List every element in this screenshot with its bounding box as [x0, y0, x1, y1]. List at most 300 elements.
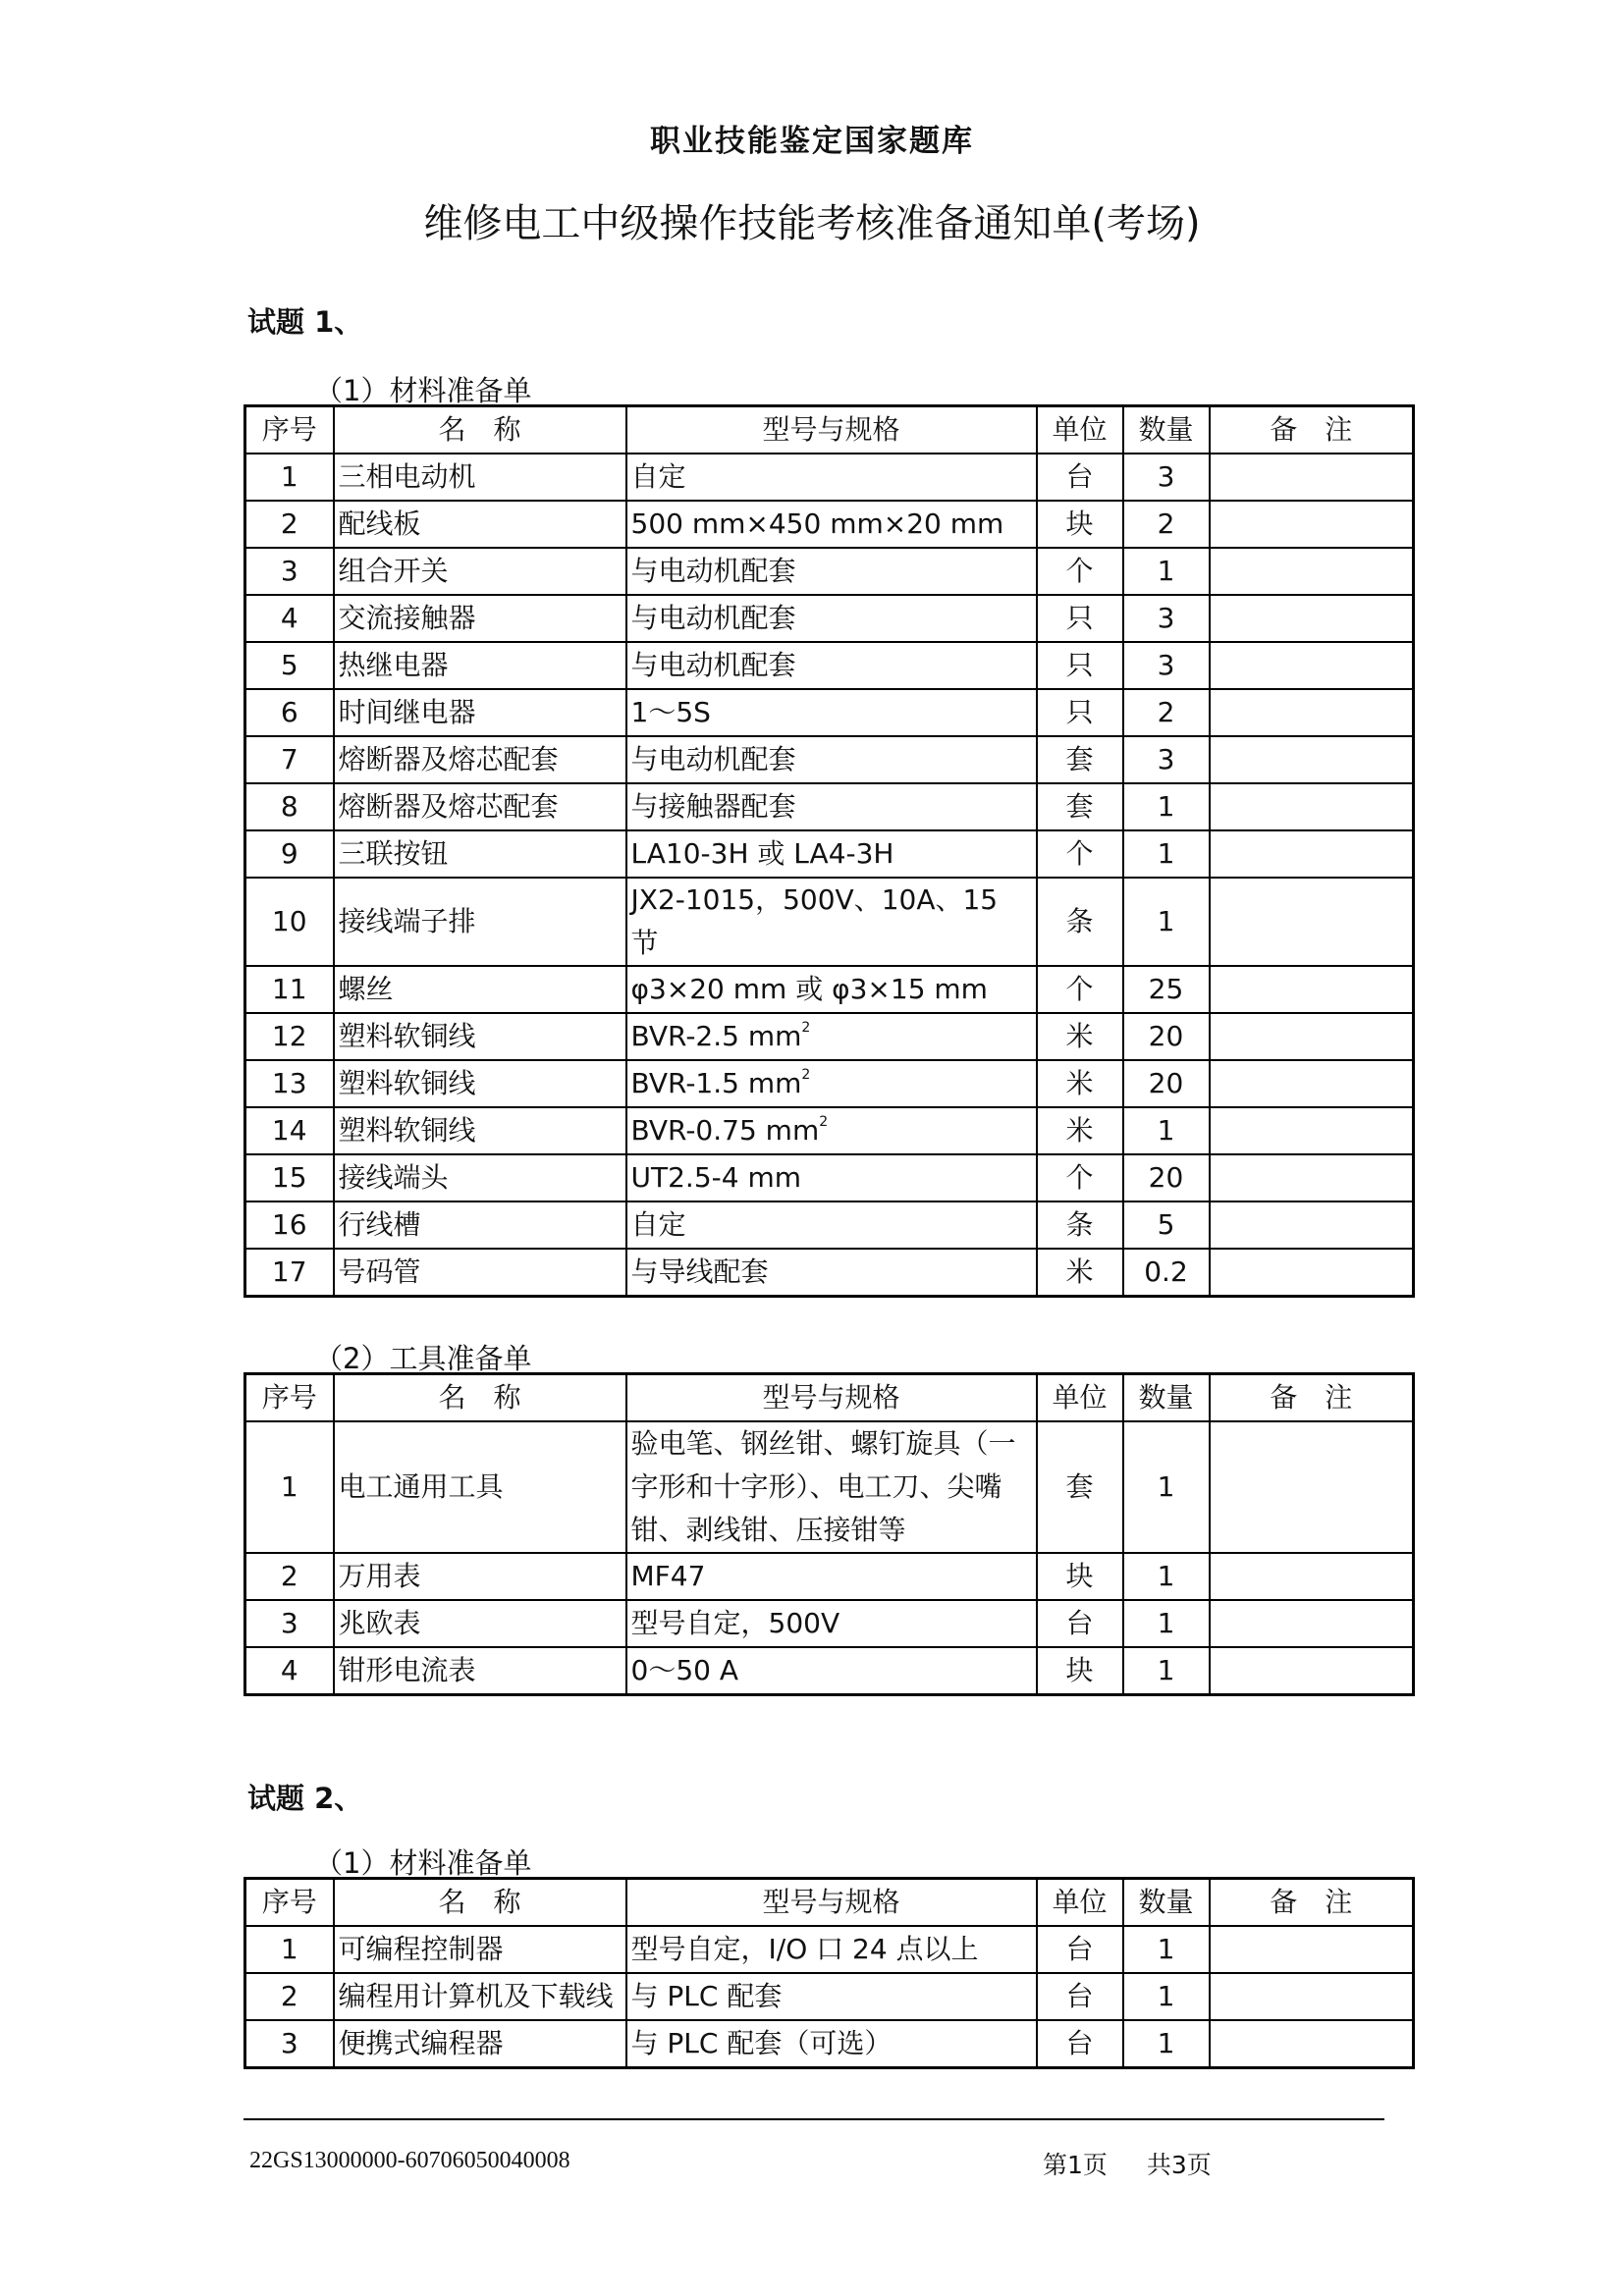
cell-unit	[1037, 1553, 1123, 1600]
table-row	[245, 1600, 1414, 1647]
cell-name	[334, 1926, 626, 1973]
cell-no-text: 16	[271, 1208, 307, 1241]
cell-unit-text: 只	[1065, 602, 1094, 634]
total-pages: 共3页	[1146, 2151, 1212, 2179]
cell-note	[1210, 501, 1414, 548]
cell-qty-text: 1	[1157, 837, 1175, 870]
cell-name-text: 配线板	[338, 507, 421, 540]
cell-spec	[626, 548, 1037, 595]
table-row	[245, 689, 1414, 736]
cell-unit-text: 米	[1065, 1114, 1094, 1147]
table-row	[245, 878, 1414, 966]
cell-no-text: 2	[280, 1980, 298, 2012]
column-header: 名 称	[334, 1879, 626, 1927]
cell-no	[245, 1973, 334, 2020]
cell-qty	[1123, 783, 1210, 830]
cell-name	[334, 736, 626, 783]
cell-spec	[626, 1600, 1037, 1647]
cell-qty	[1123, 1201, 1210, 1249]
table-row	[245, 595, 1414, 642]
cell-unit-text: 套	[1065, 790, 1094, 823]
cell-spec-text: 型号自定，I/O 口 24 点以上	[630, 1933, 979, 1965]
cell-name	[334, 1421, 626, 1553]
cell-name-text: 熔断器及熔芯配套	[338, 743, 559, 775]
table-row	[245, 1154, 1414, 1201]
cell-qty	[1123, 454, 1210, 501]
cell-spec	[626, 2020, 1037, 2068]
cell-unit	[1037, 2020, 1123, 2068]
cell-spec	[626, 1973, 1037, 2020]
cell-no-text: 13	[271, 1067, 307, 1099]
cell-spec-text: φ3×20 mm 或 φ3×15 mm	[630, 973, 988, 1005]
cell-spec-text: 与接触器配套	[630, 790, 796, 823]
cell-qty-text: 1	[1157, 1607, 1175, 1639]
column-header: 备 注	[1210, 1374, 1414, 1422]
cell-qty-text: 1	[1157, 1980, 1175, 2012]
cell-note	[1210, 1201, 1414, 1249]
cell-spec	[626, 966, 1037, 1013]
cell-spec	[626, 736, 1037, 783]
column-header: 单位	[1037, 406, 1123, 454]
cell-spec-text: 与 PLC 配套（可选）	[630, 2027, 893, 2059]
cell-name-text: 螺丝	[338, 973, 394, 1005]
cell-spec-text: JX2-1015，500V、10A、15 节	[630, 883, 999, 959]
cell-unit-text: 条	[1065, 905, 1094, 937]
cell-qty-text: 25	[1148, 973, 1184, 1005]
cell-spec	[626, 1647, 1037, 1695]
cell-note	[1210, 736, 1414, 783]
page-number	[1043, 2146, 1251, 2181]
cell-note	[1210, 783, 1414, 830]
column-header: 名 称	[334, 1374, 626, 1422]
cell-spec	[626, 878, 1037, 966]
cell-no	[245, 783, 334, 830]
cell-unit	[1037, 454, 1123, 501]
table-row	[245, 1421, 1414, 1553]
cell-spec-text: LA10-3H 或 LA4-3H	[630, 837, 894, 870]
cell-no-text: 4	[280, 602, 298, 634]
cell-spec	[626, 1201, 1037, 1249]
cell-name-text: 万用表	[338, 1560, 421, 1592]
table-row	[245, 1926, 1414, 1973]
cell-spec	[626, 1154, 1037, 1201]
cell-unit-text: 台	[1065, 1980, 1094, 2012]
cell-spec	[626, 1013, 1037, 1060]
cell-qty	[1123, 689, 1210, 736]
cell-no-text: 3	[280, 1607, 298, 1639]
cell-no-text: 1	[280, 1470, 298, 1503]
cell-name	[334, 1973, 626, 2020]
cell-no-text: 1	[280, 460, 298, 493]
table-row	[245, 830, 1414, 878]
cell-unit-text: 条	[1065, 1208, 1094, 1241]
cell-qty	[1123, 966, 1210, 1013]
q1-materials-table	[244, 404, 1415, 1298]
cell-no-text: 11	[271, 973, 307, 1005]
cell-name-text: 时间继电器	[338, 696, 476, 728]
cell-name	[334, 1553, 626, 1600]
cell-unit	[1037, 1973, 1123, 2020]
cell-name-text: 三相电动机	[338, 460, 476, 493]
cell-qty-text: 1	[1157, 1560, 1175, 1592]
cell-name	[334, 1647, 626, 1695]
cell-name-text: 接线端子排	[338, 905, 476, 937]
cell-name-text: 熔断器及熔芯配套	[338, 790, 559, 823]
column-header: 数量	[1123, 1879, 1210, 1927]
cell-unit	[1037, 1201, 1123, 1249]
cell-qty-text: 1	[1157, 555, 1175, 587]
cell-unit-text: 个	[1065, 555, 1094, 587]
cell-spec-text: 型号自定，500V	[630, 1607, 840, 1639]
q2-materials-table	[244, 1877, 1415, 2069]
cell-unit-text: 台	[1065, 2027, 1094, 2059]
cell-name	[334, 548, 626, 595]
cell-no	[245, 548, 334, 595]
superscript: 2	[801, 1020, 811, 1036]
cell-no-text: 2	[280, 1560, 298, 1592]
cell-spec-text: 自定	[630, 1208, 686, 1241]
table-row	[245, 548, 1414, 595]
cell-note	[1210, 454, 1414, 501]
cell-unit	[1037, 1013, 1123, 1060]
cell-no-text: 17	[271, 1255, 307, 1288]
cell-no	[245, 1060, 334, 1107]
cell-no	[245, 501, 334, 548]
cell-name-text: 行线槽	[338, 1208, 421, 1241]
cell-no	[245, 1013, 334, 1060]
cell-no	[245, 2020, 334, 2068]
cell-name	[334, 1600, 626, 1647]
cell-note	[1210, 1553, 1414, 1600]
table-row	[245, 783, 1414, 830]
cell-unit-text: 块	[1065, 1654, 1094, 1686]
cell-note	[1210, 2020, 1414, 2068]
cell-name-text: 塑料软铜线	[338, 1114, 476, 1147]
superscript: 2	[801, 1067, 811, 1083]
cell-qty-text: 1	[1157, 1933, 1175, 1965]
cell-unit	[1037, 1060, 1123, 1107]
cell-spec-text: 与导线配套	[630, 1255, 769, 1288]
cell-no-text: 2	[280, 507, 298, 540]
footer-divider	[244, 2118, 1384, 2120]
cell-spec-text: 自定	[630, 460, 686, 493]
cell-note	[1210, 1600, 1414, 1647]
column-header: 数量	[1123, 1374, 1210, 1422]
cell-name	[334, 1201, 626, 1249]
cell-spec-text: 验电笔、钢丝钳、螺钉旋具（一字形和十字形）、电工刀、尖嘴钳、剥线钳、压接钳等	[630, 1427, 1016, 1546]
cell-no-text: 4	[280, 1654, 298, 1686]
cell-spec	[626, 783, 1037, 830]
cell-name-text: 交流接触器	[338, 602, 476, 634]
cell-qty	[1123, 1154, 1210, 1201]
cell-qty-text: 0.2	[1144, 1255, 1188, 1288]
column-header: 型号与规格	[626, 1374, 1037, 1422]
cell-no	[245, 642, 334, 689]
cell-note	[1210, 1249, 1414, 1297]
cell-no	[245, 966, 334, 1013]
cell-spec-text: 与电动机配套	[630, 649, 796, 681]
cell-spec	[626, 1107, 1037, 1154]
cell-spec-text: 0～50 A	[630, 1654, 738, 1686]
cell-name-text: 接线端头	[338, 1161, 449, 1194]
cell-no	[245, 1553, 334, 1600]
cell-unit-text: 个	[1065, 837, 1094, 870]
q1-tools-table	[244, 1372, 1415, 1696]
cell-spec-text: BVR-0.75 mm	[630, 1114, 820, 1147]
table-row	[245, 1647, 1414, 1695]
cell-note	[1210, 966, 1414, 1013]
cell-unit	[1037, 878, 1123, 966]
cell-spec	[626, 830, 1037, 878]
cell-unit-text: 块	[1065, 507, 1094, 540]
cell-no-text: 3	[280, 2027, 298, 2059]
column-header: 备 注	[1210, 1879, 1414, 1927]
cell-name	[334, 1154, 626, 1201]
q2-materials-heading: （1）材料准备单	[314, 1846, 532, 1880]
cell-qty-text: 3	[1157, 649, 1175, 681]
cell-no-text: 10	[271, 905, 307, 937]
cell-no	[245, 1600, 334, 1647]
cell-no	[245, 736, 334, 783]
cell-name	[334, 830, 626, 878]
cell-no-text: 8	[280, 790, 298, 823]
cell-unit	[1037, 1249, 1123, 1297]
cell-unit	[1037, 689, 1123, 736]
cell-unit-text: 个	[1065, 1161, 1094, 1194]
cell-qty-text: 3	[1157, 602, 1175, 634]
cell-unit	[1037, 1926, 1123, 1973]
cell-no-text: 12	[271, 1020, 307, 1052]
cell-name-text: 钳形电流表	[338, 1654, 476, 1686]
cell-no	[245, 1249, 334, 1297]
cell-qty-text: 1	[1157, 1654, 1175, 1686]
cell-name	[334, 1107, 626, 1154]
cell-note	[1210, 1926, 1414, 1973]
cell-unit-text: 只	[1065, 649, 1094, 681]
cell-qty-text: 2	[1157, 696, 1175, 728]
cell-no-text: 5	[280, 649, 298, 681]
cell-no	[245, 454, 334, 501]
cell-no	[245, 830, 334, 878]
cell-name-text: 热继电器	[338, 649, 449, 681]
cell-qty	[1123, 1600, 1210, 1647]
cell-unit	[1037, 966, 1123, 1013]
cell-name	[334, 595, 626, 642]
cell-spec	[626, 1421, 1037, 1553]
cell-unit-text: 米	[1065, 1020, 1094, 1052]
cell-note	[1210, 1154, 1414, 1201]
cell-spec	[626, 1553, 1037, 1600]
cell-spec-text: BVR-1.5 mm	[630, 1067, 802, 1099]
cell-name-text: 编程用计算机及下载线	[338, 1980, 614, 2012]
cell-name-text: 电工通用工具	[338, 1470, 504, 1503]
cell-note	[1210, 548, 1414, 595]
cell-qty	[1123, 1553, 1210, 1600]
table-row	[245, 1013, 1414, 1060]
cell-unit-text: 台	[1065, 1607, 1094, 1639]
table-row	[245, 1973, 1414, 2020]
cell-no	[245, 1647, 334, 1695]
cell-qty-text: 20	[1148, 1161, 1184, 1194]
cell-name-text: 号码管	[338, 1255, 421, 1288]
cell-qty	[1123, 642, 1210, 689]
cell-unit-text: 套	[1065, 743, 1094, 775]
table-row	[245, 1249, 1414, 1297]
cell-qty	[1123, 830, 1210, 878]
cell-no	[245, 1154, 334, 1201]
cell-unit	[1037, 783, 1123, 830]
cell-note	[1210, 595, 1414, 642]
column-header: 型号与规格	[626, 406, 1037, 454]
cell-name	[334, 783, 626, 830]
cell-no-text: 1	[280, 1933, 298, 1965]
cell-qty	[1123, 1013, 1210, 1060]
column-header: 序号	[245, 1374, 334, 1422]
cell-note	[1210, 1107, 1414, 1154]
cell-unit	[1037, 1600, 1123, 1647]
cell-qty-text: 1	[1157, 905, 1175, 937]
page-header: 职业技能鉴定国家题库	[650, 124, 974, 159]
cell-note	[1210, 1647, 1414, 1695]
cell-unit	[1037, 1647, 1123, 1695]
cell-spec	[626, 1926, 1037, 1973]
table-row	[245, 736, 1414, 783]
cell-qty	[1123, 878, 1210, 966]
cell-name	[334, 689, 626, 736]
cell-spec-text: 500 mm×450 mm×20 mm	[630, 507, 1004, 540]
cell-name	[334, 642, 626, 689]
cell-unit	[1037, 1421, 1123, 1553]
table-row	[245, 1107, 1414, 1154]
cell-name-text: 塑料软铜线	[338, 1020, 476, 1052]
cell-qty	[1123, 548, 1210, 595]
q1-heading: 试题 1、	[247, 305, 363, 339]
page-title: 维修电工中级操作技能考核准备通知单(考场)	[423, 201, 1201, 246]
current-page: 第1页	[1043, 2151, 1108, 2179]
cell-unit-text: 台	[1065, 460, 1094, 493]
cell-qty-text: 20	[1148, 1067, 1184, 1099]
cell-no	[245, 1926, 334, 1973]
column-header: 备 注	[1210, 406, 1414, 454]
cell-unit-text: 只	[1065, 696, 1094, 728]
cell-no	[245, 689, 334, 736]
cell-name	[334, 501, 626, 548]
cell-qty-text: 3	[1157, 743, 1175, 775]
cell-note	[1210, 1060, 1414, 1107]
cell-qty	[1123, 1107, 1210, 1154]
cell-no-text: 15	[271, 1161, 307, 1194]
column-header: 序号	[245, 1879, 334, 1927]
cell-name-text: 三联按钮	[338, 837, 449, 870]
cell-unit	[1037, 1154, 1123, 1201]
table-header-row	[245, 1879, 1414, 1927]
cell-spec	[626, 1249, 1037, 1297]
cell-spec	[626, 454, 1037, 501]
cell-qty	[1123, 595, 1210, 642]
cell-no-text: 7	[280, 743, 298, 775]
document-code: 22GS13000000-60706050040008	[249, 2148, 570, 2173]
cell-unit-text: 米	[1065, 1067, 1094, 1099]
cell-qty	[1123, 1060, 1210, 1107]
cell-spec-text: 与电动机配套	[630, 602, 796, 634]
cell-qty	[1123, 1647, 1210, 1695]
cell-no	[245, 595, 334, 642]
cell-name	[334, 966, 626, 1013]
q1-tools-heading: （2）工具准备单	[314, 1342, 532, 1375]
table-row	[245, 1553, 1414, 1600]
table-row	[245, 454, 1414, 501]
cell-no	[245, 1421, 334, 1553]
cell-spec	[626, 642, 1037, 689]
cell-qty	[1123, 1249, 1210, 1297]
cell-name	[334, 1249, 626, 1297]
cell-unit	[1037, 736, 1123, 783]
cell-note	[1210, 689, 1414, 736]
cell-qty-text: 5	[1157, 1208, 1175, 1241]
cell-no	[245, 1107, 334, 1154]
column-header: 序号	[245, 406, 334, 454]
cell-unit-text: 个	[1065, 973, 1094, 1005]
superscript: 2	[819, 1114, 829, 1130]
cell-qty	[1123, 2020, 1210, 2068]
cell-spec-text: 与电动机配套	[630, 743, 796, 775]
cell-name-text: 便携式编程器	[338, 2027, 504, 2059]
cell-spec-text: BVR-2.5 mm	[630, 1020, 802, 1052]
table-row	[245, 2020, 1414, 2068]
column-header: 名 称	[334, 406, 626, 454]
cell-spec	[626, 501, 1037, 548]
cell-note	[1210, 830, 1414, 878]
cell-name-text: 兆欧表	[338, 1607, 421, 1639]
cell-qty-text: 1	[1157, 1470, 1175, 1503]
q1-materials-heading: （1）材料准备单	[314, 374, 532, 407]
cell-name	[334, 878, 626, 966]
cell-name	[334, 2020, 626, 2068]
cell-qty	[1123, 1973, 1210, 2020]
cell-no	[245, 878, 334, 966]
cell-note	[1210, 1013, 1414, 1060]
table-row	[245, 966, 1414, 1013]
cell-note	[1210, 1421, 1414, 1553]
cell-unit	[1037, 1107, 1123, 1154]
cell-name	[334, 1060, 626, 1107]
cell-qty-text: 2	[1157, 507, 1175, 540]
cell-unit	[1037, 642, 1123, 689]
cell-unit-text: 米	[1065, 1255, 1094, 1288]
cell-note	[1210, 878, 1414, 966]
cell-qty	[1123, 736, 1210, 783]
cell-unit	[1037, 595, 1123, 642]
cell-spec	[626, 1060, 1037, 1107]
cell-unit-text: 台	[1065, 1933, 1094, 1965]
cell-unit	[1037, 501, 1123, 548]
cell-name-text: 组合开关	[338, 555, 449, 587]
cell-note	[1210, 642, 1414, 689]
cell-spec-text: 1～5S	[630, 696, 711, 728]
cell-no-text: 6	[280, 696, 298, 728]
cell-name-text: 可编程控制器	[338, 1933, 504, 1965]
table-row	[245, 1060, 1414, 1107]
column-header: 数量	[1123, 406, 1210, 454]
table-row	[245, 1201, 1414, 1249]
q2-heading: 试题 2、	[247, 1782, 363, 1815]
table-row	[245, 642, 1414, 689]
cell-qty	[1123, 501, 1210, 548]
cell-unit	[1037, 548, 1123, 595]
column-header: 型号与规格	[626, 1879, 1037, 1927]
table-header-row	[245, 1374, 1414, 1422]
cell-qty-text: 1	[1157, 2027, 1175, 2059]
